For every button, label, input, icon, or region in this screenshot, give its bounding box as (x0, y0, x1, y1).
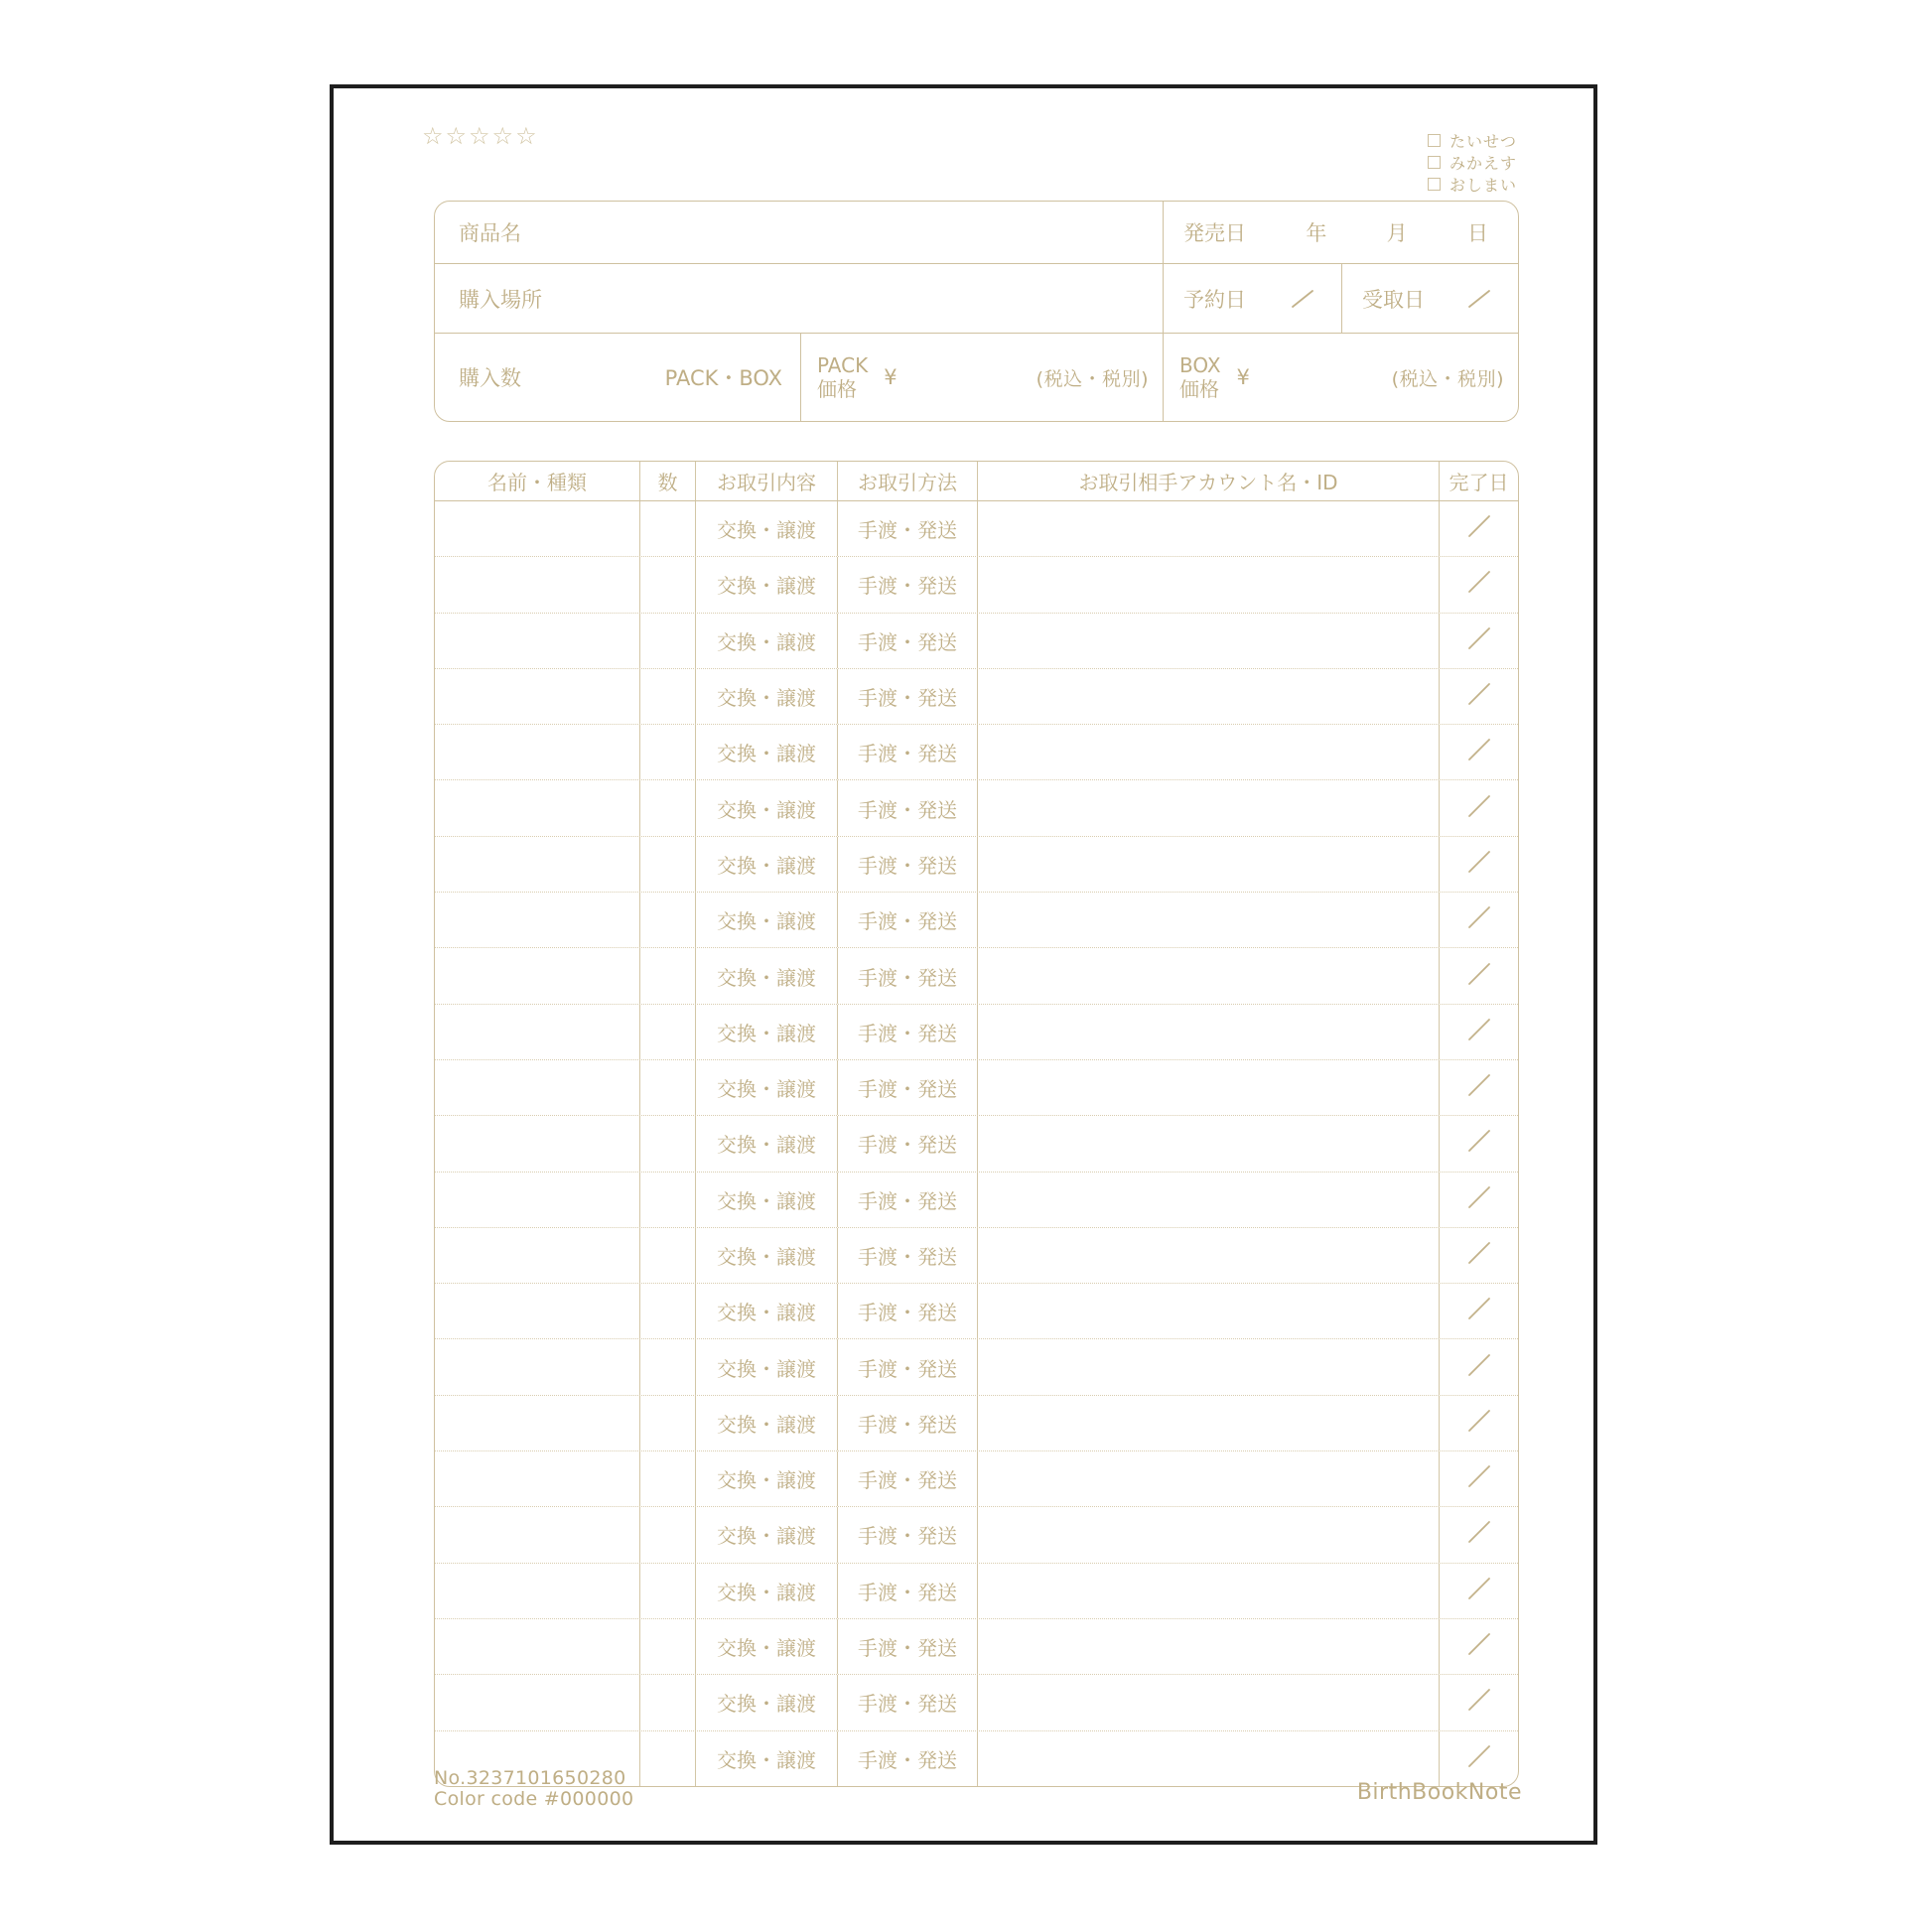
item-number: No.3237101650280 (434, 1767, 626, 1789)
form-row-place (435, 263, 1518, 333)
date-slash-icon (1462, 846, 1496, 883)
table-row (435, 1339, 1518, 1395)
table-row (435, 1228, 1518, 1284)
trade-method-label: 手渡・発送 (858, 909, 957, 934)
partner-account-cell (977, 1060, 1439, 1115)
completion-date-cell (1439, 1173, 1518, 1227)
purchase-place-label: 購入場所 (459, 287, 542, 312)
name-type-cell (435, 1507, 639, 1562)
trade-content-cell (695, 557, 837, 612)
pack-price-line1: PACK (817, 353, 869, 377)
partner-account-cell (977, 669, 1439, 724)
name-type-cell (435, 1451, 639, 1506)
trade-content-cell (695, 1116, 837, 1171)
product-name-cell (435, 202, 1163, 263)
trade-content-cell (695, 1731, 837, 1786)
completion-date-cell (1439, 725, 1518, 779)
header-count: 数 (639, 462, 695, 500)
count-cell (639, 1228, 695, 1283)
footer-left (434, 1768, 633, 1810)
release-date-cell (1163, 202, 1518, 263)
trade-content-cell (695, 837, 837, 892)
trade-method-cell (837, 893, 977, 947)
checkbox-row-mikaesu (1428, 151, 1517, 173)
partner-account-cell (977, 837, 1439, 892)
trade-content-cell (695, 1675, 837, 1729)
trade-method-cell (837, 1060, 977, 1115)
reservation-date-cell (1163, 264, 1341, 333)
date-slash-icon (1462, 901, 1496, 938)
checkbox-label: おしまい (1449, 175, 1518, 195)
trade-method-cell (837, 1228, 977, 1283)
name-type-cell (435, 1228, 639, 1283)
date-slash-icon (1462, 1460, 1496, 1497)
trade-content-cell (695, 1339, 837, 1394)
form-row-price (435, 333, 1518, 421)
table-row (435, 669, 1518, 725)
date-slash-icon (1462, 1181, 1496, 1218)
table-row (435, 837, 1518, 893)
count-cell (639, 1116, 695, 1171)
checkbox-label: みかえす (1449, 153, 1518, 173)
date-slash-icon (1462, 958, 1496, 995)
name-type-cell (435, 837, 639, 892)
purchase-count-cell (435, 334, 800, 421)
trade-method-label: 手渡・発送 (858, 1747, 957, 1772)
trade-content-cell (695, 1507, 837, 1562)
box-price-line2: 価格 (1179, 377, 1219, 401)
trade-method-label: 手渡・発送 (858, 1188, 957, 1213)
partner-account-cell (977, 1507, 1439, 1562)
date-slash-icon (1462, 1237, 1496, 1274)
trade-content-label: 交換・譲渡 (717, 1245, 816, 1269)
completion-date-cell (1439, 1507, 1518, 1562)
trade-method-label: 手渡・発送 (858, 1580, 957, 1604)
trade-method-cell (837, 1564, 977, 1618)
partner-account-cell (977, 1339, 1439, 1394)
notebook-page (330, 84, 1597, 1845)
trade-content-label: 交換・譲渡 (717, 742, 816, 766)
date-slash-icon (1462, 1740, 1496, 1777)
trade-method-cell (837, 1339, 977, 1394)
count-cell (639, 669, 695, 724)
partner-account-cell (977, 501, 1439, 556)
date-slash-icon (1462, 1684, 1496, 1721)
table-row (435, 1619, 1518, 1675)
name-type-cell (435, 1339, 639, 1394)
name-type-cell (435, 1619, 639, 1674)
table-row (435, 1060, 1518, 1116)
checkbox-icon (1428, 134, 1441, 147)
month-label: 月 (1386, 221, 1408, 245)
trade-content-cell (695, 501, 837, 556)
date-slash-icon (1462, 1628, 1496, 1665)
header-name-type: 名前・種類 (487, 471, 587, 494)
completion-date-cell (1439, 1228, 1518, 1283)
partner-account-cell (977, 1451, 1439, 1506)
completion-date-cell (1439, 501, 1518, 556)
partner-account-cell (977, 725, 1439, 779)
trade-content-label: 交換・譲渡 (717, 1468, 816, 1493)
count-cell (639, 1675, 695, 1729)
trade-method-label: 手渡・発送 (858, 1468, 957, 1493)
trade-content-label: 交換・譲渡 (717, 1580, 816, 1604)
trade-method-label: 手渡・発送 (858, 1692, 957, 1717)
trade-content-label: 交換・譲渡 (717, 686, 816, 711)
table-row (435, 725, 1518, 780)
date-slash-icon (1462, 1069, 1496, 1106)
checkbox-row-taisetsu (1428, 129, 1517, 151)
trade-method-cell (837, 1675, 977, 1729)
trade-content-label: 交換・譲渡 (717, 797, 816, 822)
partner-account-cell (977, 780, 1439, 835)
header-trade-content: お取引内容 (695, 462, 837, 500)
trade-method-cell (837, 725, 977, 779)
trade-method-cell (837, 1005, 977, 1059)
completion-date-cell (1439, 780, 1518, 835)
count-cell (639, 780, 695, 835)
completion-date-cell (1439, 1564, 1518, 1618)
completion-date-cell (1439, 837, 1518, 892)
yen-symbol: ¥ (884, 365, 897, 389)
trade-content-label: 交換・譲渡 (717, 629, 816, 654)
count-cell (639, 948, 695, 1003)
table-row (435, 1451, 1518, 1507)
trade-content-label: 交換・譲渡 (717, 1188, 816, 1213)
name-type-cell (435, 948, 639, 1003)
partner-account-cell (977, 1396, 1439, 1450)
trade-content-label: 交換・譲渡 (717, 1356, 816, 1381)
date-slash-icon (1462, 734, 1496, 770)
count-cell (639, 1507, 695, 1562)
partner-account-cell (977, 1284, 1439, 1338)
trade-content-cell (695, 1451, 837, 1506)
partner-account-cell (977, 948, 1439, 1003)
trade-method-label: 手渡・発送 (858, 686, 957, 711)
trade-content-label: 交換・譲渡 (717, 965, 816, 990)
box-price-line1: BOX (1179, 353, 1221, 377)
trade-method-cell (837, 1116, 977, 1171)
trade-content-cell (695, 1396, 837, 1450)
partner-account-cell (977, 893, 1439, 947)
pack-price-label (817, 353, 868, 401)
count-cell (639, 614, 695, 668)
partner-account-cell (977, 1173, 1439, 1227)
count-cell (639, 1731, 695, 1786)
partner-account-cell (977, 1228, 1439, 1283)
partner-account-cell (977, 557, 1439, 612)
completion-date-cell (1439, 614, 1518, 668)
table-row (435, 1005, 1518, 1060)
trade-content-label: 交換・譲渡 (717, 1301, 816, 1325)
name-type-cell (435, 1564, 639, 1618)
count-cell (639, 1173, 695, 1227)
count-cell (639, 557, 695, 612)
trade-content-label: 交換・譲渡 (717, 853, 816, 878)
partner-account-cell (977, 1731, 1439, 1786)
name-type-cell (435, 780, 639, 835)
trade-record-table (434, 461, 1519, 1787)
date-slash-icon (1462, 1349, 1496, 1386)
partner-account-cell (977, 1564, 1439, 1618)
pack-box-label: PACK・BOX (664, 366, 782, 390)
completion-date-cell (1439, 669, 1518, 724)
table-row (435, 948, 1518, 1004)
name-type-cell (435, 1284, 639, 1338)
trade-method-label: 手渡・発送 (858, 574, 957, 599)
trade-method-label: 手渡・発送 (858, 1524, 957, 1549)
trade-content-label: 交換・譲渡 (717, 1412, 816, 1437)
color-code: Color code #000000 (434, 1788, 634, 1810)
trade-method-label: 手渡・発送 (858, 742, 957, 766)
partner-account-cell (977, 1116, 1439, 1171)
completion-date-cell (1439, 1339, 1518, 1394)
reservation-date-label: 予約日 (1183, 287, 1246, 312)
completion-date-cell (1439, 1451, 1518, 1506)
name-type-cell (435, 1675, 639, 1729)
name-type-cell (435, 1060, 639, 1115)
trade-content-cell (695, 669, 837, 724)
trade-method-label: 手渡・発送 (858, 1636, 957, 1661)
trade-method-cell (837, 501, 977, 556)
trade-method-label: 手渡・発送 (858, 1245, 957, 1269)
trade-content-cell (695, 1005, 837, 1059)
date-slash-icon (1462, 1293, 1496, 1329)
trade-content-cell (695, 1060, 837, 1115)
trade-method-cell (837, 1619, 977, 1674)
table-row (435, 893, 1518, 948)
count-cell (639, 837, 695, 892)
count-cell (639, 1284, 695, 1338)
form-row-product (435, 202, 1518, 263)
date-slash-icon (1462, 1405, 1496, 1442)
trade-method-label: 手渡・発送 (858, 1301, 957, 1325)
table-row (435, 501, 1518, 557)
trade-method-label: 手渡・発送 (858, 1412, 957, 1437)
completion-date-cell (1439, 1060, 1518, 1115)
trade-method-label: 手渡・発送 (858, 518, 957, 543)
trade-method-cell (837, 780, 977, 835)
count-cell (639, 1619, 695, 1674)
trade-method-label: 手渡・発送 (858, 797, 957, 822)
purchase-count-label: 購入数 (459, 366, 521, 390)
trade-content-cell (695, 614, 837, 668)
trade-content-cell (695, 1228, 837, 1283)
checkbox-row-oshimai (1428, 173, 1517, 195)
status-checkbox-group (1428, 129, 1517, 195)
count-cell (639, 501, 695, 556)
date-slash-icon (1462, 1573, 1496, 1609)
trade-method-label: 手渡・発送 (858, 1133, 957, 1158)
trade-content-label: 交換・譲渡 (717, 518, 816, 543)
table-row (435, 1284, 1518, 1339)
box-price-label (1179, 353, 1221, 401)
header-partner-account: お取引相手アカウント名・ID (977, 462, 1439, 500)
trade-content-cell (695, 948, 837, 1003)
table-row (435, 780, 1518, 836)
name-type-cell (435, 1396, 639, 1450)
trade-method-cell (837, 1451, 977, 1506)
pack-price-line2: 価格 (817, 377, 857, 401)
checkbox-icon (1428, 156, 1441, 169)
trade-content-cell (695, 725, 837, 779)
name-type-cell (435, 893, 639, 947)
date-slash-icon (1462, 1516, 1496, 1553)
checkbox-label: たいせつ (1449, 131, 1518, 151)
completion-date-cell (1439, 557, 1518, 612)
trade-method-label: 手渡・発送 (858, 1356, 957, 1381)
count-cell (639, 893, 695, 947)
table-body (435, 501, 1518, 1786)
pack-price-cell (800, 334, 1163, 421)
receipt-date-cell (1341, 264, 1518, 333)
name-type-cell (435, 1005, 639, 1059)
header-completion-date: 完了日 (1439, 462, 1518, 500)
trade-content-label: 交換・譲渡 (717, 1524, 816, 1549)
trade-method-cell (837, 1396, 977, 1450)
name-type-cell (435, 557, 639, 612)
completion-date-cell (1439, 1005, 1518, 1059)
tax-note: (税込・税別) (1391, 367, 1504, 390)
completion-date-cell (1439, 1619, 1518, 1674)
name-type-cell (435, 669, 639, 724)
completion-date-cell (1439, 1675, 1518, 1729)
tax-note: (税込・税別) (1035, 367, 1149, 390)
date-slash-icon (1462, 1014, 1496, 1050)
count-cell (639, 1005, 695, 1059)
release-date-label: 発売日 (1183, 221, 1246, 245)
trade-method-label: 手渡・発送 (858, 853, 957, 878)
partner-account-cell (977, 1619, 1439, 1674)
table-header-row (435, 462, 1518, 501)
count-cell (639, 725, 695, 779)
date-slash-icon (1462, 1125, 1496, 1162)
count-cell (639, 1060, 695, 1115)
partner-account-cell (977, 1005, 1439, 1059)
product-name-label: 商品名 (459, 221, 521, 245)
year-label: 年 (1306, 221, 1327, 245)
partner-account-cell (977, 614, 1439, 668)
trade-content-label: 交換・譲渡 (717, 1636, 816, 1661)
trade-content-label: 交換・譲渡 (717, 1021, 816, 1045)
trade-method-cell (837, 948, 977, 1003)
trade-content-cell (695, 1284, 837, 1338)
table-row (435, 1116, 1518, 1172)
name-type-cell (435, 1173, 639, 1227)
trade-method-label: 手渡・発送 (858, 1021, 957, 1045)
trade-method-label: 手渡・発送 (858, 965, 957, 990)
trade-content-cell (695, 893, 837, 947)
table-row (435, 1396, 1518, 1451)
count-cell (639, 1451, 695, 1506)
table-row (435, 1173, 1518, 1228)
trade-method-cell (837, 1731, 977, 1786)
table-row (435, 1507, 1518, 1563)
trade-method-cell (837, 1284, 977, 1338)
completion-date-cell (1439, 893, 1518, 947)
name-type-cell (435, 1116, 639, 1171)
day-label: 日 (1466, 221, 1488, 245)
trade-content-cell (695, 1619, 837, 1674)
trade-method-cell (837, 614, 977, 668)
trade-content-cell (695, 1564, 837, 1618)
brand-name: BirthBookNote (1356, 1780, 1522, 1805)
purchase-info-form (434, 201, 1519, 422)
completion-date-cell (1439, 1116, 1518, 1171)
trade-method-cell (837, 837, 977, 892)
table-row (435, 614, 1518, 669)
completion-date-cell (1439, 1284, 1518, 1338)
trade-content-label: 交換・譲渡 (717, 1747, 816, 1772)
rating-stars: ☆☆☆☆☆ (422, 122, 539, 150)
table-row (435, 1564, 1518, 1619)
date-slash-icon (1462, 622, 1496, 659)
table-row (435, 1675, 1518, 1730)
completion-date-cell (1439, 1731, 1518, 1786)
trade-content-label: 交換・譲渡 (717, 1077, 816, 1102)
box-price-cell (1163, 334, 1518, 421)
checkbox-icon (1428, 178, 1441, 191)
date-slash-icon (1462, 790, 1496, 827)
trade-method-label: 手渡・発送 (858, 1077, 957, 1102)
date-slash-icon (1462, 678, 1496, 715)
count-cell (639, 1396, 695, 1450)
count-cell (639, 1564, 695, 1618)
purchase-place-cell (435, 264, 1163, 333)
name-type-cell (435, 725, 639, 779)
table-row (435, 557, 1518, 613)
count-cell (639, 1339, 695, 1394)
receipt-date-label: 受取日 (1362, 287, 1425, 312)
date-slash-icon (1462, 510, 1496, 547)
completion-date-cell (1439, 1396, 1518, 1450)
header-trade-method: お取引方法 (837, 462, 977, 500)
date-slash-icon (1462, 566, 1496, 603)
trade-method-cell (837, 557, 977, 612)
date-slash-icon (1288, 286, 1317, 312)
yen-symbol: ¥ (1236, 365, 1250, 389)
name-type-cell (435, 614, 639, 668)
trade-content-label: 交換・譲渡 (717, 909, 816, 934)
trade-content-label: 交換・譲渡 (717, 1133, 816, 1158)
trade-method-cell (837, 1173, 977, 1227)
trade-method-cell (837, 669, 977, 724)
trade-method-label: 手渡・発送 (858, 629, 957, 654)
trade-method-cell (837, 1507, 977, 1562)
partner-account-cell (977, 1675, 1439, 1729)
trade-content-label: 交換・譲渡 (717, 1692, 816, 1717)
trade-content-cell (695, 1173, 837, 1227)
completion-date-cell (1439, 948, 1518, 1003)
name-type-cell (435, 501, 639, 556)
trade-content-label: 交換・譲渡 (717, 574, 816, 599)
trade-content-cell (695, 780, 837, 835)
date-slash-icon (1464, 286, 1494, 312)
